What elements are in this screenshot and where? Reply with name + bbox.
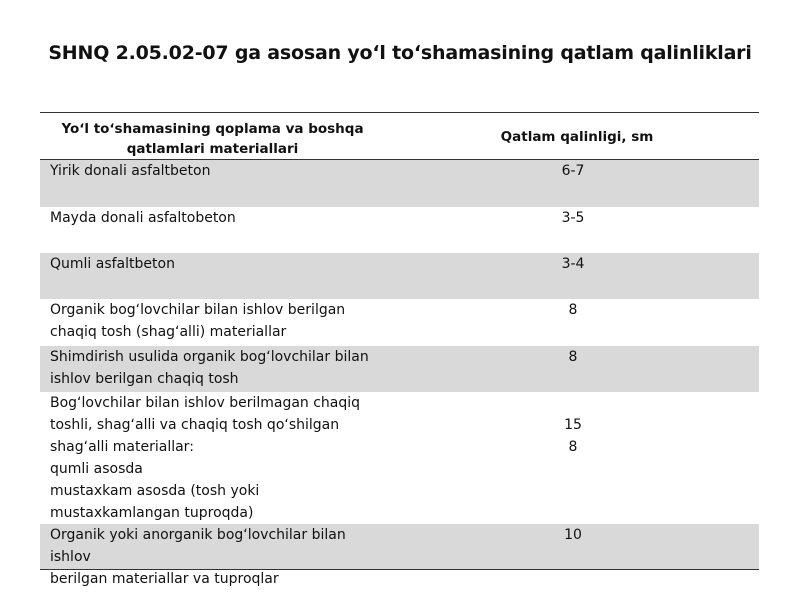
- table-row: [40, 160, 759, 207]
- table-row: [40, 299, 759, 346]
- table-header: [40, 113, 759, 160]
- page-title: SHNQ 2.05.02-07 ga asosan yoʻl toʻshamasining qatlam qalinliklari: [48, 42, 752, 64]
- material-cell: Organik yoki anorganik bogʻlovchilar bilan ishlov berilgan materiallar va tuproqlar: [50, 527, 346, 587]
- table-row: [40, 346, 759, 392]
- thickness-cell: 15 8: [564, 417, 582, 455]
- header-materials: Yoʻl toʻshamasining qoplama va boshqa qatlamlari materiallari: [61, 121, 364, 157]
- material-cell: Yirik donali asfaltbeton: [50, 163, 211, 179]
- material-cell: Bogʻlovchilar bilan ishlov berilmagan chaqiq toshli, shagʻalli va chaqiq tosh qoʻshilgan shagʻalli materiallar: qumli asosda mustaxkam asosda (tosh yoki mustaxkamlangan tuproqda): [50, 395, 361, 521]
- table-row: [40, 392, 759, 524]
- thickness-cell: 3-5: [561, 210, 585, 226]
- header-thickness: Qatlam qalinligi, sm: [500, 129, 654, 145]
- material-cell: Shimdirish usulida organik bogʻlovchilar bilan ishlov berilgan chaqiq tosh: [50, 349, 369, 387]
- thickness-cell: 6-7: [561, 163, 585, 179]
- material-cell: Mayda donali asfaltobeton: [50, 210, 236, 226]
- thickness-cell: 10: [564, 527, 582, 543]
- thickness-cell: 8: [568, 349, 578, 365]
- material-cell: Qumli asfaltbeton: [50, 256, 175, 272]
- thickness-table: [40, 112, 759, 587]
- material-cell: Organik bogʻlovchilar bilan ishlov berilgan chaqiq tosh (shagʻalli) materiallar: [50, 302, 346, 340]
- table-row: [40, 253, 759, 299]
- thickness-cell: 8: [568, 302, 578, 318]
- table-row: [40, 524, 759, 587]
- table-row: [40, 207, 759, 253]
- thickness-cell: 3-4: [561, 256, 585, 272]
